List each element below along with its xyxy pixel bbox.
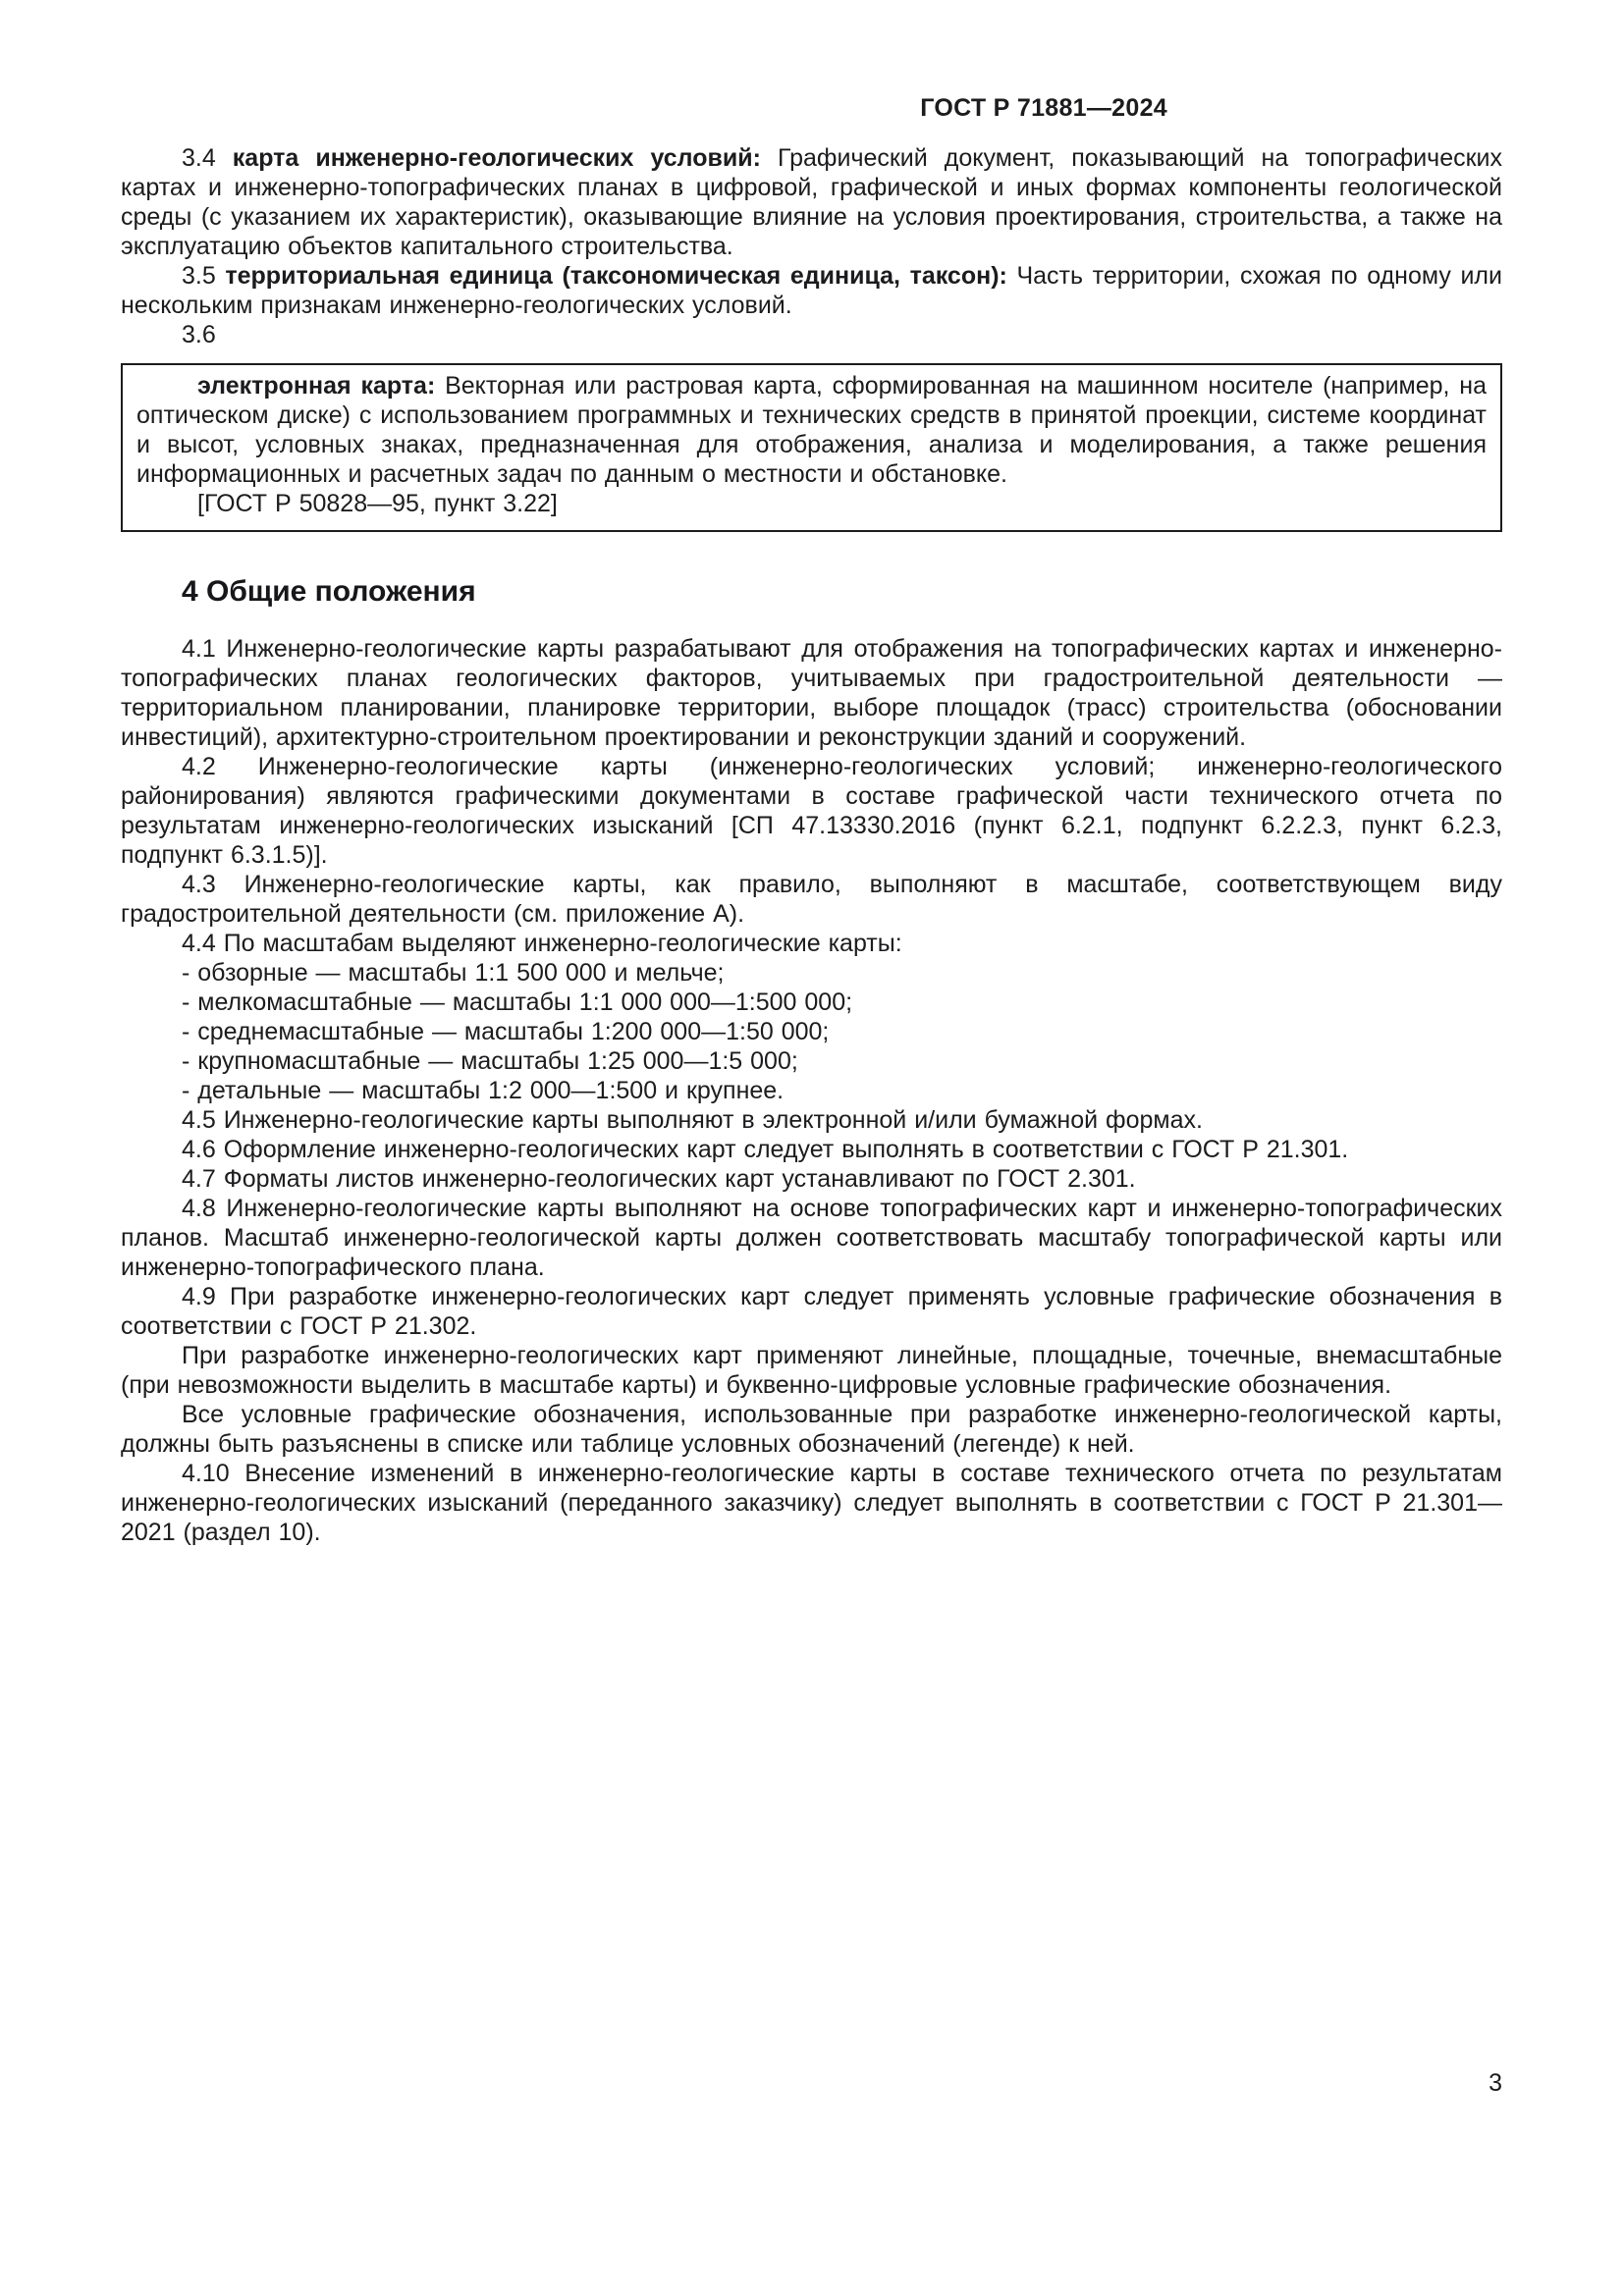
paragraph [121, 320, 1502, 349]
list-item [121, 1076, 1502, 1105]
text-run: 4.2 Инженерно-геологические карты (инженерно-геологических условий; инженерно-геологического районирования) являются графическими документами в составе графической части технического отчета по результатам инженерно-геологических изысканий [СП 47.13330.2016 (пункт 6.2.1, подпункт 6.2.2.3, пункт 6.2.3, подпункт 6.3.1.5)]. [121, 753, 1502, 869]
text-run: 4.8 Инженерно-геологические карты выполняют на основе топографических карт и инженерно-топографических планов. Масштаб инженерно-геологической карты должен соответствовать масштабу топографической карты или инженерно-топографического плана. [121, 1195, 1502, 1281]
section-heading: 4 Общие положения [182, 575, 476, 608]
paragraph [121, 1400, 1502, 1459]
paragraph [121, 870, 1502, 929]
paragraph [121, 1135, 1502, 1164]
text-run: 3.5 [182, 262, 226, 290]
text-run: - обзорные — масштабы 1:1 500 000 и мельче; [182, 959, 725, 987]
boxed-paragraph [136, 489, 1487, 518]
text-run: [ГОСТ Р 50828—95, пункт 3.22] [197, 490, 558, 517]
document-body [121, 143, 1502, 1547]
text-run: 4.5 Инженерно-геологические карты выполняют в электронной и/или бумажной формах. [182, 1106, 1203, 1134]
list-item [121, 1017, 1502, 1046]
bold-term: карта инженерно-геологических условий: [232, 144, 761, 172]
paragraph [121, 752, 1502, 870]
page-number: 3 [1489, 2069, 1502, 2097]
list-item [121, 1046, 1502, 1076]
text-run: 4.1 Инженерно-геологические карты разрабатывают для отображения на топографических картах и инженерно-топографических планах геологических факторов, учитываемых при градостроительной деятельности — территориальном планировании, планировке территории, выборе площадок (трасс) строительства (обосновании инвестиций), архитектурно-строительном проектировании и реконструкции зданий и сооружений. [121, 635, 1502, 751]
paragraph [121, 1194, 1502, 1282]
text-run: - среднемасштабные — масштабы 1:200 000—1:50 000; [182, 1018, 830, 1045]
paragraph [121, 143, 1502, 261]
paragraph [121, 634, 1502, 752]
text-run: Часть территории, схожая по одному или нескольким признакам инженерно-геологических условий. [121, 262, 1502, 319]
bold-term: электронная карта: [197, 372, 436, 400]
paragraph [121, 1164, 1502, 1194]
list-item [121, 988, 1502, 1017]
text-run: 3.6 [182, 321, 216, 348]
text-run: При разработке инженерно-геологических карт применяют линейные, площадные, точечные, внемасштабные (при невозможности выделить в масштабе карты) и буквенно-цифровые условные графические обозначения. [121, 1342, 1502, 1399]
text-run: - мелкомасштабные — масштабы 1:1 000 000—1:500 000; [182, 988, 853, 1016]
text-run: 4.4 По масштабам выделяют инженерно-геологические карты: [182, 930, 902, 957]
text-run: - крупномасштабные — масштабы 1:25 000—1:5 000; [182, 1047, 798, 1075]
paragraph [121, 929, 1502, 958]
paragraph [121, 1282, 1502, 1341]
text-run: Векторная или растровая карта, сформированная на машинном носителе (например, на оптическом диске) с использованием программных и технических средств в принятой проекции, системе координат и высот, условных знаках, предназначенная для отображения, анализа и моделирования, а также решения информационных и расчетных задач по данным о местности и обстановке. [136, 372, 1488, 488]
text-run: 4.6 Оформление инженерно-геологических карт следует выполнять в соответствии с ГОСТ Р 21.301. [182, 1136, 1349, 1163]
paragraph [121, 1105, 1502, 1135]
text-run: 4.9 При разработке инженерно-геологических карт следует применять условные графические обозначения в соответствии с ГОСТ Р 21.302. [121, 1283, 1502, 1340]
text-run: 3.4 [182, 144, 233, 172]
text-run: - детальные — масштабы 1:2 000—1:500 и крупнее. [182, 1077, 785, 1104]
paragraph [121, 1459, 1502, 1547]
text-run: Графический документ, показывающий на топографических картах и инженерно-топографических планах в цифровой, графической и иных формах компоненты геологической среды (с указанием их характеристик), оказывающие влияние на условия проектирования, строительства, а также на эксплуатацию объектов капитального строительства. [121, 144, 1503, 260]
text-run: Все условные графические обозначения, использованные при разработке инженерно-геологической карты, должны быть разъяснены в списке или таблице условных обозначений (легенде) к ней. [121, 1401, 1502, 1458]
text-run: 4.10 Внесение изменений в инженерно-геологические карты в составе технического отчета по результатам инженерно-геологических изысканий (переданного заказчику) следует выполнять в соответствии с ГОСТ Р 21.301—2021 (раздел 10). [121, 1460, 1502, 1546]
definition-box [121, 363, 1502, 532]
paragraph [121, 261, 1502, 320]
boxed-paragraph [136, 371, 1487, 489]
text-run: 4.7 Форматы листов инженерно-геологических карт устанавливают по ГОСТ 2.301. [182, 1165, 1136, 1193]
bold-term: территориальная единица (таксономическая единица, таксон): [225, 262, 1007, 290]
paragraph [121, 1341, 1502, 1400]
list-item [121, 958, 1502, 988]
doc-designation-header: ГОСТ Р 71881—2024 [920, 94, 1167, 122]
text-run: 4.3 Инженерно-геологические карты, как правило, выполняют в масштабе, соответствующем виду градостроительной деятельности (см. приложение А). [121, 871, 1502, 928]
